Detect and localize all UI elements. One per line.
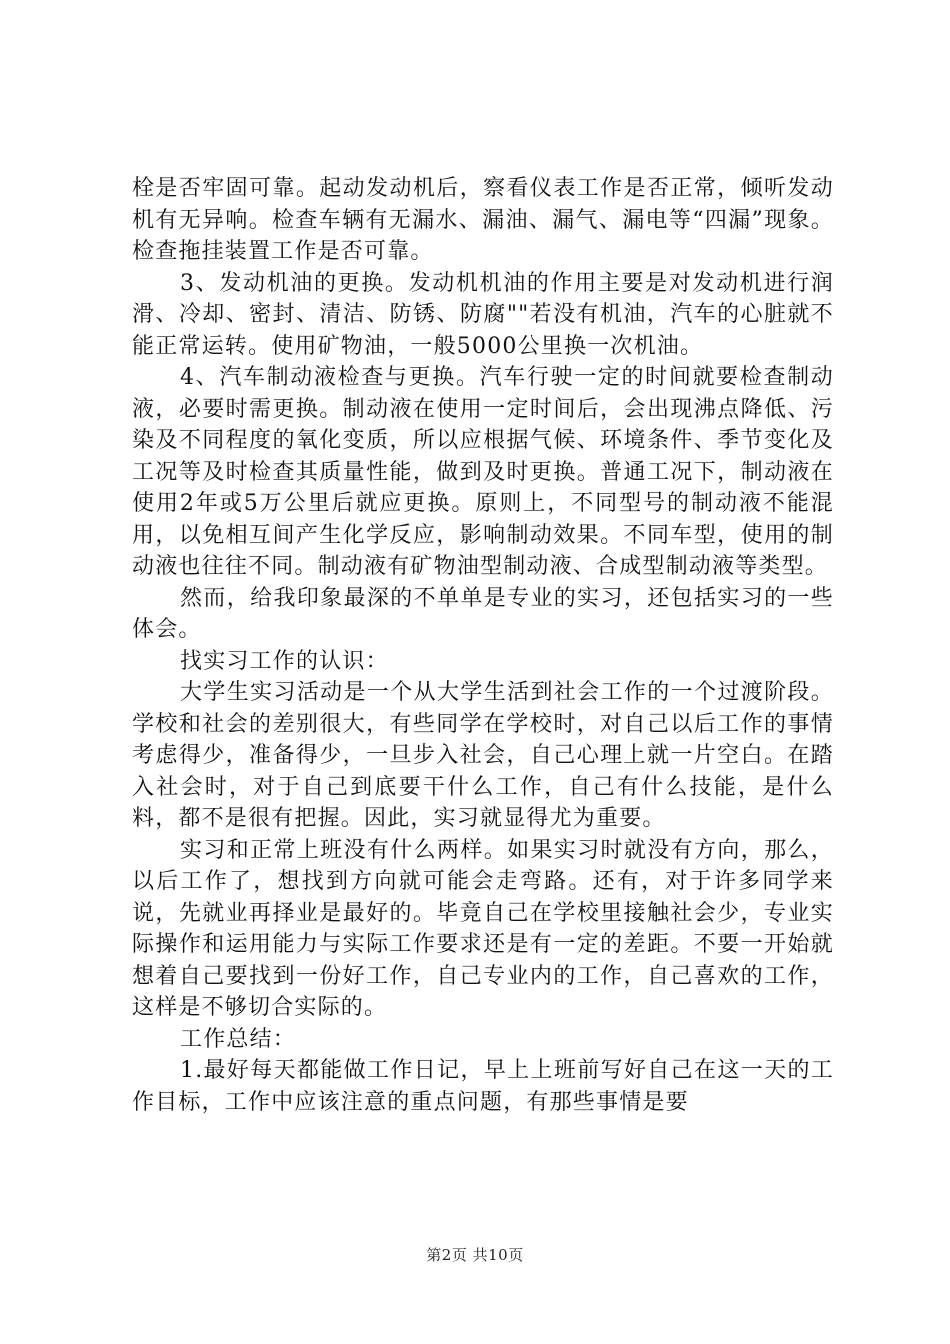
paragraph-9: 1.最好每天都能做工作日记，早上上班前写好自己在这一天的工作目标，工作中应该注意的重点问题，有那些事情是要 [132, 1058, 834, 1115]
paragraph-6: 大学生实习活动是一个从大学生活到社会工作的一个过渡阶段。学校和社会的差别很大，有些同学在学校时，对自己以后工作的事情考虑得少，准备得少，一旦步入社会，自己心理上就一片空白。在踏入社会时，对于自己到底要干什么工作，自己有什么技能，是什么料，都不是很有把握。因此，实习就显得尤为重要。 [132, 680, 834, 831]
paragraph-3: 4、汽车制动液检查与更换。汽车行驶一定的时间就要检查制动液，必要时需更换。制动液在使用一定时间后，会出现沸点降低、污染及不同程度的氧化变质，所以应根据气候、环境条件、季节变化及工况等及时检查其质量性能，做到及时更换。普通工况下，制动液在使用2年或5万公里后就应更换。原则上，不同型号的制动液不能混用，以免相互间产生化学反应，影响制动效果。不同车型，使用的制动液也往往不同。制动液有矿物油型制动液、合成型制动液等类型。 [132, 365, 834, 579]
section-heading-internship-search: 找实习工作的认识： [180, 648, 389, 674]
paragraph-4: 然而，给我印象最深的不单单是专业的实习，还包括实习的一些体会。 [132, 585, 834, 642]
paragraph-1: 栓是否牢固可靠。起动发动机后，察看仪表工作是否正常，倾听发动机有无异响。检查车辆有无漏水、漏油、漏气、漏电等“四漏”现象。检查拖挂装置工作是否可靠。 [132, 176, 834, 264]
document-body [132, 173, 834, 1118]
paragraph-7: 实习和正常上班没有什么两样。如果实习时就没有方向，那么，以后工作了，想找到方向就可能会走弯路。还有，对于许多同学来说，先就业再择业是最好的。毕竟自己在学校里接触社会少，专业实际操作和运用能力与实际工作要求还是有一定的差距。不要一开始就想着自己要找到一份好工作，自己专业内的工作，自己喜欢的工作，这样是不够切合实际的。 [132, 837, 834, 1020]
page-number-footer: 第2页 共10页 [426, 1246, 524, 1264]
paragraph-2: 3、发动机油的更换。发动机机油的作用主要是对发动机进行润滑、冷却、密封、清洁、防锈、防腐""若没有机油，汽车的心脏就不能正常运转。使用矿物油，一般5000公里换一次机油。 [132, 270, 834, 359]
section-heading-work-summary: 工作总结： [180, 1026, 297, 1052]
